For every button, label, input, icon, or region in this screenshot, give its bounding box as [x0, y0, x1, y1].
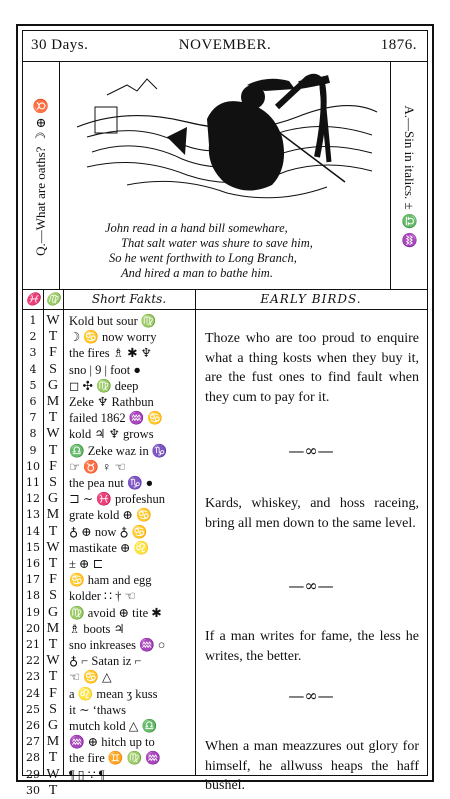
short-fakt: ◻ ✣ ♍ deep — [69, 378, 139, 393]
weekday-letter: T — [48, 442, 58, 458]
short-fakt: ♋ ham and egg — [69, 573, 152, 588]
answer-side — [390, 61, 427, 289]
date-number: 27 — [26, 735, 40, 749]
verse-line: John read in a hand bill somewhare, — [105, 221, 288, 235]
short-fakt: ♎ Zeke waz in ♑ — [69, 443, 168, 458]
date-number: 3 — [29, 346, 37, 360]
date-number: 18 — [26, 589, 40, 603]
weekday-letter: S — [49, 588, 57, 604]
short-fakt: grate kold ⊕ ♋ — [69, 508, 152, 523]
month-title: NOVEMBER. — [178, 37, 272, 53]
weekday-letter: M — [46, 394, 60, 409]
weekday-letter: T — [48, 556, 58, 571]
weekday-column — [43, 289, 64, 798]
date-number: 11 — [26, 476, 40, 489]
weekday-letter: T — [48, 523, 58, 539]
date-number: 15 — [26, 540, 40, 554]
date-number: 7 — [29, 411, 37, 425]
date-number: 30 — [26, 783, 40, 797]
weekday-letter: T — [48, 637, 58, 652]
short-fakt: it ∼ ‘thaws — [69, 702, 126, 717]
question-text: Q.—What are oaths? ☽ ⊕ ♉ — [33, 98, 48, 256]
almanac-border — [22, 30, 428, 798]
weekday-letter: S — [49, 475, 57, 490]
date-column-head: ♓ — [23, 289, 43, 310]
date-number: 28 — [26, 751, 40, 765]
question-side — [23, 61, 60, 289]
early-birds-paragraph: Kards, whiskey, and hoss raceing, bring all men down to the same level. — [205, 496, 419, 531]
early-birds-head: EARLY BIRDS. — [195, 289, 427, 310]
verse-line: That salt water was shure to save him, — [121, 236, 313, 250]
weekday-letter: F — [49, 685, 57, 701]
weekday-letter: T — [48, 410, 58, 426]
ornament-divider: —∞— — [288, 576, 334, 595]
date-number: 2 — [29, 330, 37, 344]
weekday-letter: S — [49, 361, 57, 377]
short-fakt: the fire ♊ ♍ ♒ — [69, 751, 161, 766]
weekday-letter: F — [49, 458, 57, 474]
short-fakt: kolder ∷ † ☜ — [69, 589, 136, 604]
date-number: 6 — [29, 395, 37, 408]
date-number: 16 — [26, 557, 40, 570]
short-fakt: Kold but sour ♍ — [69, 314, 157, 328]
short-fakt: ♁ ⌐ Satan iz ⌐ — [69, 654, 142, 669]
weekday-letter: W — [46, 313, 60, 328]
short-fakt: ♗ boots ♃ — [69, 621, 125, 636]
date-number: 29 — [26, 767, 40, 781]
date-number: 9 — [29, 443, 37, 457]
date-number: 4 — [29, 362, 37, 376]
short-fakt: Zeke ♆ Rathbun — [69, 395, 154, 409]
short-fakt: ☞ ♉ ♀ ☜ — [69, 459, 126, 474]
date-number: 19 — [26, 605, 40, 619]
weekday-letter: G — [47, 491, 59, 507]
weekday-letter: G — [47, 604, 59, 620]
verse-line: So he went forthwith to Long Branch, — [109, 251, 297, 265]
short-fakt: ♍ avoid ⊕ tite ✱ — [69, 605, 162, 620]
weekday-letter: G — [47, 718, 59, 733]
date-column — [23, 289, 44, 797]
days-count: 30 Days. — [31, 37, 89, 53]
illustration — [59, 61, 391, 289]
early-birds-column — [195, 289, 427, 793]
weekday-letter: M — [46, 507, 60, 523]
short-fakt: kold ♃ ♆ grows — [69, 427, 154, 442]
short-fakt: mastikate ⊕ ♌ — [69, 540, 150, 555]
page-header — [23, 31, 427, 62]
date-number: 17 — [26, 573, 40, 587]
short-fakt: ⊐ ∼ ♓ profeshun — [69, 492, 165, 507]
verse-line: And hired a man to bathe him. — [121, 266, 273, 280]
illustration-panel — [23, 61, 427, 290]
verse — [59, 221, 391, 281]
date-number: 23 — [26, 670, 40, 684]
short-fakt: mutch kold △ ♎ — [69, 719, 158, 733]
short-fakts-head: Short Fakts. — [63, 289, 195, 310]
short-fakt: a ♌ mean ʒ kuss — [69, 686, 158, 701]
short-fakt: sno | 9 | foot ● — [69, 362, 141, 377]
weekday-letter: T — [48, 669, 58, 685]
weekday-letter: G — [47, 377, 59, 393]
short-fakt: failed 1862 ♒ ♋ — [69, 411, 163, 426]
date-number: 8 — [29, 427, 37, 441]
weekday-letter: F — [49, 572, 57, 588]
year: 1876. — [380, 37, 417, 53]
date-number: 12 — [26, 492, 40, 506]
short-fakt: ¶ ▯ ∵ ¶ — [69, 767, 105, 782]
weekday-letter: S — [49, 701, 57, 717]
date-number: 20 — [26, 621, 40, 635]
early-birds-paragraph: When a man meazzures out glory for himself, he allwuss heaps the haff bushel. — [205, 739, 419, 793]
date-number: 26 — [26, 719, 40, 732]
weekday-letter: M — [46, 620, 60, 636]
short-fakt: the fires ♗ ✱ ♆ — [69, 346, 152, 361]
early-birds-paragraph: Thoze who are too proud to enquire what a thing kosts when they buy it, are the fust ones to find fault when they cum to pay for it. — [205, 331, 419, 405]
weekday-column-head: ♍ — [43, 289, 63, 310]
answer-text: A.—Sin in italics. ± ♎ ♒ — [402, 105, 417, 249]
short-fakt: ☽ ♋ now worry — [69, 330, 157, 345]
weekday-letter: T — [48, 750, 58, 766]
date-number: 5 — [29, 378, 37, 392]
weekday-letter: T — [48, 329, 58, 345]
date-number: 24 — [26, 686, 40, 700]
ornament-divider: —∞— — [288, 441, 334, 460]
short-fakt: ♁ ⊕ now ♁ ♋ — [69, 524, 148, 539]
weekday-letter: M — [46, 734, 60, 750]
short-fakt: sno inkreases ♒ ○ — [69, 638, 166, 652]
date-number: 10 — [26, 459, 40, 473]
weekday-letter: W — [46, 766, 60, 782]
weekday-letter: T — [48, 782, 58, 798]
weekday-letter: W — [46, 539, 60, 555]
date-number: 14 — [26, 524, 40, 538]
weekday-letter: W — [46, 426, 60, 442]
short-fakt: the pea nut ♑ ● — [69, 476, 154, 490]
short-fakts-column — [63, 289, 196, 782]
short-fakt: ♒ ⊕ hitch up to — [69, 735, 155, 750]
calendar-table — [23, 289, 427, 798]
date-number: 13 — [26, 508, 40, 522]
early-birds-paragraph: If a man writes for fame, the less he writes, the better. — [205, 629, 419, 664]
almanac-page — [16, 24, 434, 798]
short-fakt: ± ⊕ ⊏ — [69, 557, 104, 571]
date-number: 21 — [26, 638, 40, 651]
weekday-letter: W — [46, 653, 60, 669]
date-number: 1 — [29, 314, 37, 327]
short-fakt: ☜ ♋ △ — [69, 670, 112, 685]
ornament-divider: —∞— — [288, 686, 334, 705]
man-bathing-illustration — [67, 67, 379, 217]
date-number: 22 — [26, 654, 40, 668]
date-number: 25 — [26, 702, 40, 716]
weekday-letter: F — [49, 345, 57, 361]
